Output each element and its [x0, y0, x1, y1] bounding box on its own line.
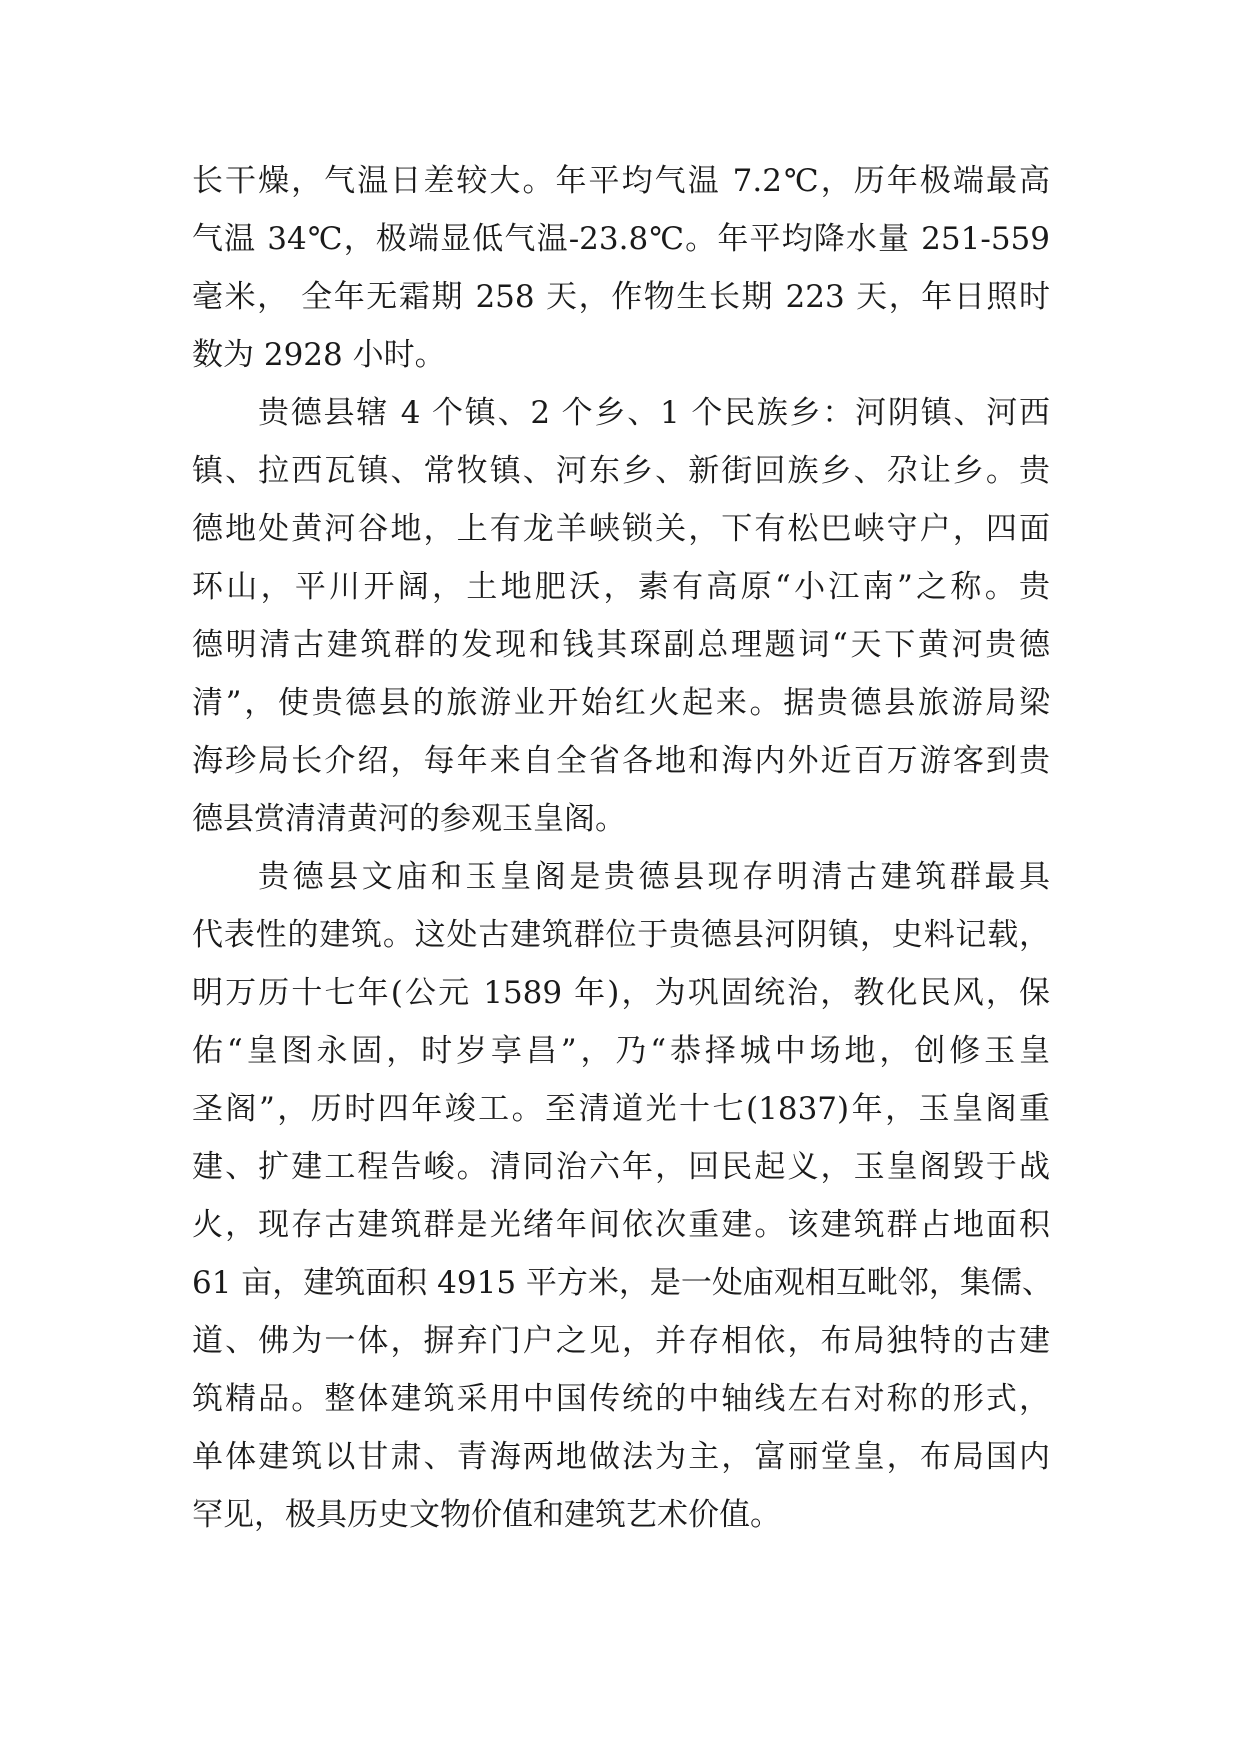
text-line: 数为 2928 小时。	[192, 337, 446, 373]
text-line: 德县赏清清黄河的参观玉皇阁。	[192, 801, 626, 837]
text-line: 德地处黄河谷地，上有龙羊峡锁关，下有松巴峡守户，四面	[192, 511, 1050, 547]
text-line: 长干燥，气温日差较大。年平均气温 7.2℃，历年极端最高	[192, 163, 1050, 199]
paragraph-temple-history	[192, 848, 1053, 1544]
text-line: 环山，平川开阔，土地肥沃，素有高原“小江南”之称。贵	[192, 569, 1050, 605]
text-line: 单体建筑以甘肃、青海两地做法为主，富丽堂皇，布局国内	[192, 1439, 1050, 1475]
text-line: 贵德县辖 4 个镇、2 个乡、1 个民族乡：河阴镇、河西	[258, 395, 1050, 431]
text-line: 德明清古建筑群的发现和钱其琛副总理题词“天下黄河贵德	[192, 627, 1050, 663]
text-line: 罕见，极具历史文物价值和建筑艺术价值。	[192, 1497, 781, 1533]
text-line: 海珍局长介绍，每年来自全省各地和海内外近百万游客到贵	[192, 743, 1050, 779]
text-line: 明万历十七年(公元 1589 年)，为巩固统治，教化民风，保	[192, 975, 1050, 1011]
text-line: 气温 34℃，极端显低气温-23.8℃。年平均降水量 251-559	[192, 221, 1050, 257]
paragraph-administration	[192, 384, 1050, 848]
text-line: 毫米， 全年无霜期 258 天，作物生长期 223 天，年日照时	[192, 279, 1050, 315]
text-line: 代表性的建筑。这处古建筑群位于贵德县河阴镇，史料记载，	[192, 917, 1050, 953]
text-line: 清”，使贵德县的旅游业开始红火起来。据贵德县旅游局梁	[192, 685, 1050, 721]
document-body	[192, 152, 1053, 1544]
text-line: 建、扩建工程告峻。清同治六年，回民起义，玉皇阁毁于战	[192, 1149, 1050, 1185]
text-line: 佑“皇图永固，时岁享昌”，乃“恭择城中场地，创修玉皇	[192, 1033, 1050, 1069]
text-line: 61 亩，建筑面积 4915 平方米，是一处庙观相互毗邻，集儒、	[192, 1265, 1053, 1301]
text-line: 镇、拉西瓦镇、常牧镇、河东乡、新街回族乡、尕让乡。贵	[192, 453, 1050, 489]
text-line: 火，现存古建筑群是光绪年间依次重建。该建筑群占地面积	[192, 1207, 1050, 1243]
text-line: 筑精品。整体建筑采用中国传统的中轴线左右对称的形式，	[192, 1381, 1050, 1417]
text-line: 贵德县文庙和玉皇阁是贵德县现存明清古建筑群最具	[258, 859, 1050, 895]
text-line: 圣阁”，历时四年竣工。至清道光十七(1837)年，玉皇阁重	[192, 1091, 1050, 1127]
text-line: 道、佛为一体，摒弃门户之见，并存相依，布局独特的古建	[192, 1323, 1050, 1359]
paragraph-climate	[192, 152, 1050, 384]
